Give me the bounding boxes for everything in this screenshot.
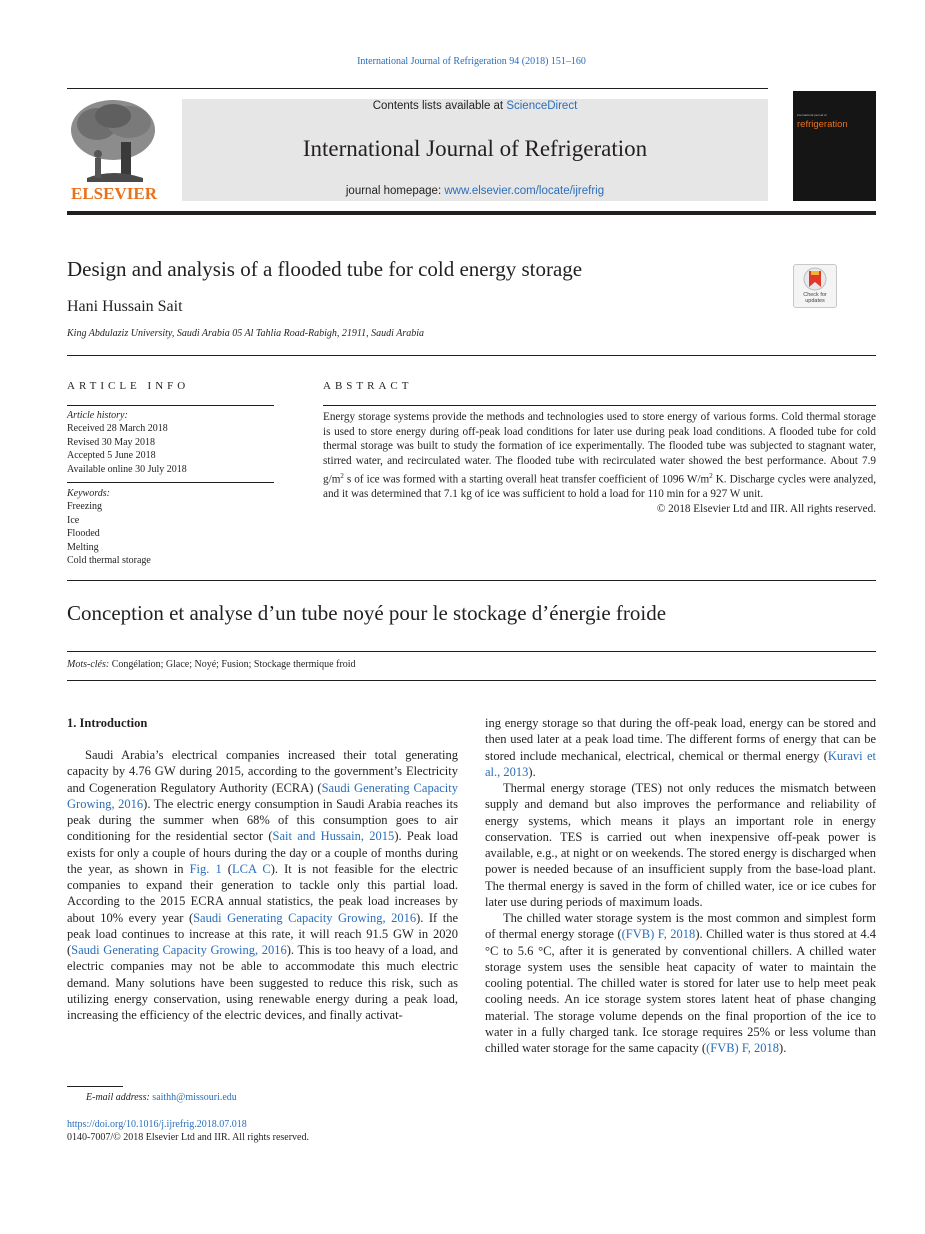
text: ). The electric energy consumption in Saudi Arabia reaches its peak during the summer when 68% of this consumption goes to air conditioning for the residential sector (	[67, 796, 458, 844]
figure-link[interactable]: Fig. 1	[189, 861, 222, 876]
abstract-rule	[323, 405, 876, 406]
author-affiliation: King Abdulaziz University, Saudi Arabia 05 Al Tahlia Road-Rabigh, 21911, Saudi Arabia	[67, 328, 425, 339]
keyword-item: Freezing	[67, 501, 102, 513]
citation-link[interactable]: (FVB) F, 2018	[706, 1041, 780, 1055]
history-online: Available online 30 July 2018	[67, 463, 187, 475]
citation-link[interactable]: Saudi Generating Capacity Growing, 2016	[71, 943, 287, 957]
cover-title: refrigeration	[797, 119, 848, 130]
homepage-prefix: journal homepage:	[345, 185, 445, 197]
keyword-item: Ice	[67, 514, 80, 526]
text: ). Chilled water is thus stored at 4.4 °C to 5.6 °C, after it is generated by conventional chillers. A chilled water storage system uses the sensible heat capacity of water to maintain the cooling potential. The chilled water is stored for later use to help meet peak cooling needs. An ice storage system stores latent heat of phase changing material. The storage volume depends on the final proportion of the ice to water in a fully charged tank. Ice storage requires 25% or less volume than chilled water storage for the same capacity (	[485, 927, 876, 1055]
elsevier-wordmark: ELSEVIER	[71, 184, 157, 203]
text: ing energy storage so that during the off-peak load, energy can be stored and then used later at a peak load time. The different forms of energy that can be stored include mechanical, electrical, chemical or thermal energy (	[485, 716, 876, 763]
intro-paragraph-3	[485, 910, 876, 1056]
citation-link[interactable]: LCA C	[231, 861, 271, 876]
text: Saudi Arabia’s electrical companies increased their total generating capacity by 4.76 GW during 2015, according to the government’s Electricity and Cogeneration Regulatory Authority (ECRA) (	[67, 748, 458, 795]
text: ).	[528, 764, 536, 779]
abstract-text-1: Energy storage systems provide the methods and technologies used to store energy of various forms. Cold thermal storage is used to store energy during off-peak load conditions for later use during peak load conditions. A flooded tube for cold thermal storage was built to study the formation of ice experimentally. The flooded tube was subjected to stagnant water, stirred water, and recirculated water. The flooded tube with recirculated water showed the best performance. About 7.9 g/m	[323, 411, 876, 486]
section-heading-introduction: 1. Introduction	[67, 716, 148, 730]
text: Thermal energy storage (TES) not only reduces the mismatch between supply and demand but also improves the performance and reliability of energy systems, which means it plays an important role in energy conservation. TES is carried out when inexpensive off-peak power is available, e.g., at night or on weekends. The stored energy is discharged when power is needed because of an insufficient supply from the base-load plant. The thermal energy is saved in the form of chilled water, ice or ice cubes for later use during periods of maximum loads.	[485, 781, 876, 909]
header-rule	[67, 88, 768, 89]
keywords-list	[67, 487, 274, 567]
text: ). This is too heavy of a load, and electric companies may not be able to accommodate this much electric demand. Many solutions have been suggested to reduce this risk, such as utilizing energy conservation, using renewable energy during a peak load, increasing the efficiency of the electric devices, and finally activat-	[67, 943, 458, 1022]
keyword-item: Cold thermal storage	[67, 555, 151, 567]
doi-link[interactable]: https://doi.org/10.1016/j.ijrefrig.2018.07.018	[67, 1119, 247, 1130]
text: ).	[779, 1041, 787, 1055]
badge-label: Check for updates	[803, 292, 827, 304]
abstract-text-2: s of ice was formed with a starting overall heat transfer coefficient of 1096 W/m	[343, 473, 710, 486]
abstract-heading: ABSTRACT	[323, 380, 413, 392]
issn-line: 0140-7007/© 2018 Elsevier Ltd and IIR. All rights reserved.	[67, 1132, 309, 1143]
journal-cover-image[interactable]	[793, 91, 876, 201]
text: (	[221, 861, 232, 876]
text: ). It is not feasible for the electric companies to expand their generation to tackle only this partial load. According to the 2015 ECRA annual statistics, the peak load increases by about 10% every year (	[67, 861, 458, 925]
contents-line	[182, 100, 768, 112]
mots-cles-label: Mots-clés:	[67, 659, 110, 670]
journal-reference[interactable]: International Journal of Refrigeration 94 (2018) 151–160	[357, 56, 586, 67]
sciencedirect-link[interactable]: ScienceDirect	[506, 100, 578, 112]
homepage-link[interactable]: www.elsevier.com/locate/ijrefrig	[444, 185, 605, 197]
history-accepted: Accepted 5 June 2018	[67, 450, 156, 462]
email-link[interactable]: saithh@missouri.edu	[152, 1092, 237, 1103]
citation-link[interactable]: Kuravi et al., 2013	[485, 748, 876, 779]
intro-left-column	[67, 747, 458, 1023]
bookmark-icon	[794, 265, 836, 293]
keyword-item: Flooded	[67, 528, 100, 540]
footnote-rule	[67, 1086, 123, 1087]
citation-link[interactable]: Saudi Generating Capacity Growing, 2016	[193, 910, 417, 925]
header-thick-rule	[67, 211, 876, 215]
title-rule	[67, 355, 876, 356]
cover-subtitle: international journal of	[797, 113, 827, 117]
homepage-line	[182, 185, 768, 197]
abstract-text-3: K. Discharge cycles were analyzed, and it was determined that 7.1 kg of ice was sufficient to hold a load for 110 min for a 927 W unit.	[323, 473, 877, 501]
contents-prefix: Contents lists available at	[372, 100, 507, 112]
history-label: Article history:	[67, 410, 128, 421]
citation-link[interactable]: Saudi Generating Capacity Growing, 2016	[67, 780, 458, 811]
history-revised: Revised 30 May 2018	[67, 436, 156, 448]
keywords-label: Keywords:	[67, 488, 110, 499]
intro-paragraph-1	[67, 747, 458, 1023]
journal-title: International Journal of Refrigeration	[302, 136, 648, 161]
article-info-heading: ARTICLE INFO	[67, 380, 190, 392]
french-rule-top	[67, 651, 876, 652]
mots-cles-values: Congélation; Glace; Noyé; Fusion; Stockage thermique froid	[109, 659, 356, 670]
superscript: 2	[340, 471, 344, 480]
text: ). If the peak load continues to increase at this rate, it will reach 91.5 GW in 2020 (	[67, 910, 458, 957]
mots-cles	[67, 659, 356, 670]
article-info-rule	[67, 405, 274, 406]
citation-link[interactable]: Sait and Hussain, 2015	[272, 829, 395, 844]
text: ). Peak load exists for only a couple of hours during the day or a couple of months during the year, as shown in	[67, 829, 458, 876]
superscript: 2	[709, 471, 713, 480]
article-title: Design and analysis of a flooded tube for cold energy storage	[67, 257, 583, 281]
keywords-rule	[67, 482, 274, 483]
check-for-updates-badge[interactable]	[793, 264, 837, 308]
email-label: E-mail address:	[86, 1092, 150, 1103]
abstract-copyright: © 2018 Elsevier Ltd and IIR. All rights reserved.	[656, 502, 876, 515]
abstract-end-rule	[67, 580, 876, 581]
intro-paragraph-2	[485, 780, 876, 910]
keyword-item: Melting	[67, 541, 99, 553]
french-title: Conception et analyse d’un tube noyé pour le stockage d’énergie froide	[67, 601, 667, 625]
citation-link[interactable]: (FVB) F, 2018	[621, 927, 696, 942]
intro-paragraph-continued	[485, 715, 876, 780]
history-received: Received 28 March 2018	[67, 423, 168, 435]
abstract-body	[323, 410, 876, 517]
text: The chilled water storage system is the most common and simplest form of thermal energy storage (	[485, 911, 876, 942]
intro-right-column	[485, 715, 876, 1056]
author-name: Hani Hussain Sait	[67, 298, 183, 315]
article-history	[67, 409, 274, 476]
email-footnote	[86, 1092, 237, 1103]
french-rule-bottom	[67, 680, 876, 681]
